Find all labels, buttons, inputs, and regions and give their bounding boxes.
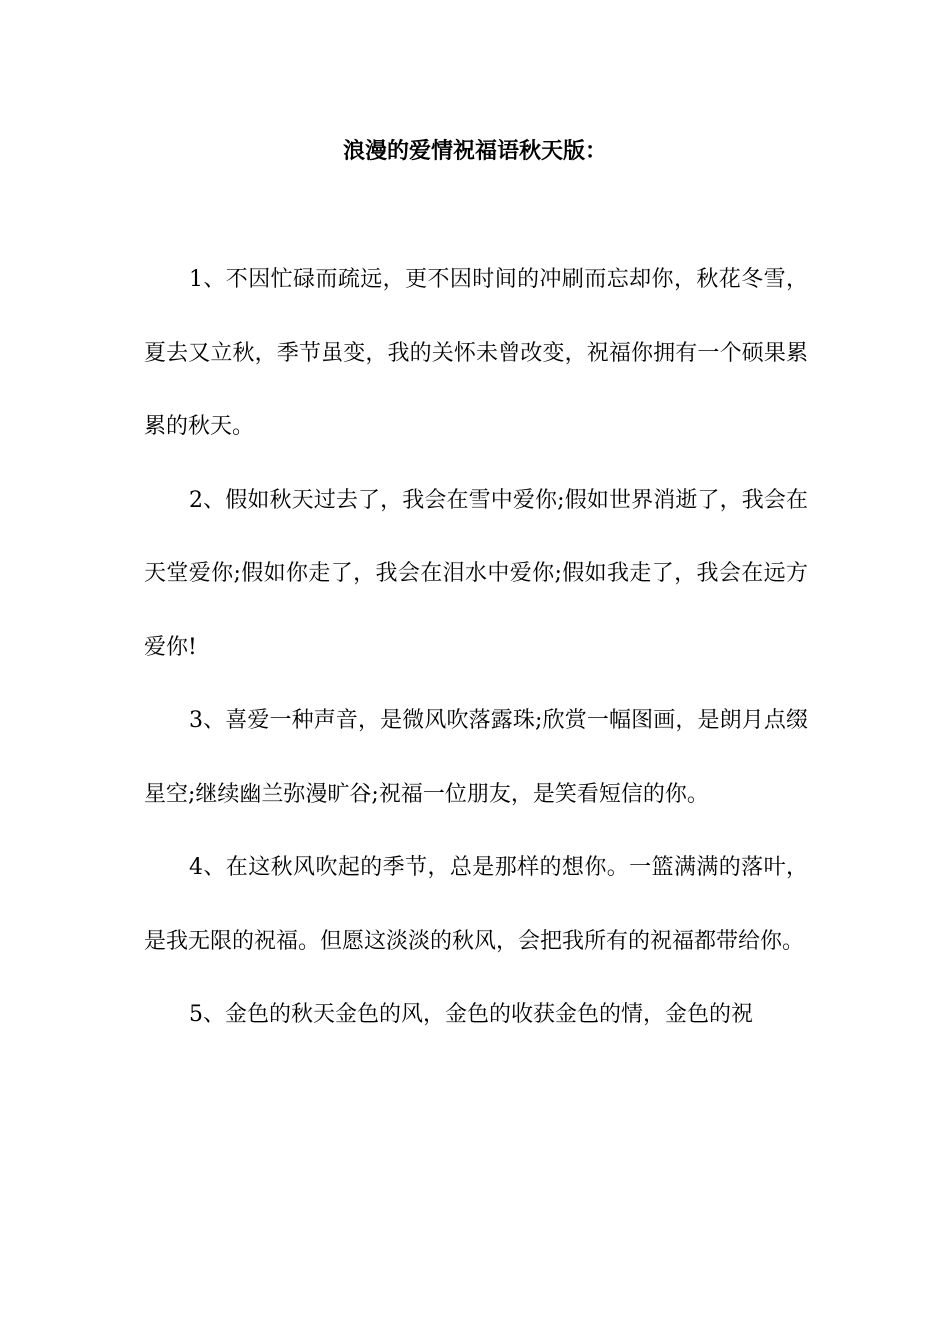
paragraph-4: 4、在这秋风吹起的季节，总是那样的想你。一篮满满的落叶，是我无限的祝福。但愿这淡淡的秋风，会把我所有的祝福都带给你。	[144, 855, 808, 954]
paragraph-1: 1、不因忙碌而疏远，更不因时间的冲刷而忘却你，秋花冬雪，夏去又立秋，季节虽变，我的关怀未曾改变，祝福你拥有一个硕果累累的秋天。	[144, 267, 808, 439]
paragraph-3: 3、喜爱一种声音，是微风吹落露珠;欣赏一幅图画，是朗月点缀星空;继续幽兰弥漫旷谷;祝福一位朋友，是笑看短信的你。	[144, 708, 808, 807]
paragraph-2: 2、假如秋天过去了，我会在雪中爱你;假如世界消逝了，我会在天堂爱你;假如你走了，我会在泪水中爱你;假如我走了，我会在远方爱你!	[144, 487, 808, 660]
document-title: 浪漫的爱情祝福语秋天版：	[342, 139, 607, 164]
document-body	[144, 243, 808, 1052]
paragraph-5: 5、金色的秋天金色的风，金色的收获金色的情，金色的祝	[189, 1002, 753, 1027]
